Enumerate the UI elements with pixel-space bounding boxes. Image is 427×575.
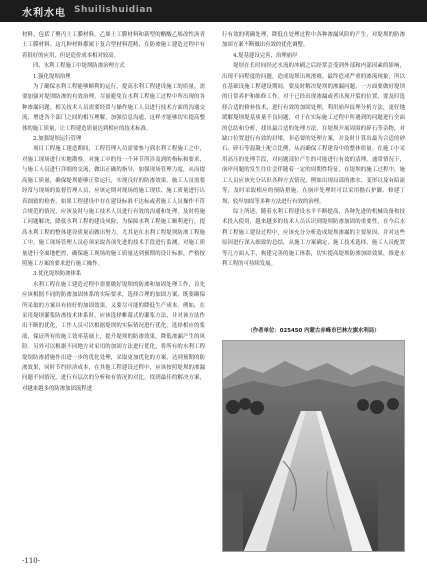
author-affiliation: （作者单位：025450 内蒙古赤峰市巴林左旗水利局） (247, 328, 380, 334)
paragraph: 为了确保水利工程能够顺利的运行，提高水利工程建设施工的质量，需要加强对堤坝防渗的有效治理，尽量避免在水利工程施工过程中所出现的各种渗漏问题。相关技术人员需要经常与操作施工人员进行技术方面的沟通交流，增进各个部门之间的相互理解，加强信息沟通，这样才能够切实提高整体的施工质量，让工程建造质量达到相应的技术标准。 (22, 84, 205, 132)
article-column-right (222, 30, 405, 269)
section-heading: 四、水利工程施工中堤坝防渗治理方式 (33, 63, 125, 70)
page-number: -110- (22, 557, 41, 565)
canal-photo-illustration (223, 341, 405, 552)
header-title: 水利水电 (22, 8, 66, 19)
paragraph: 项目工程施工建造期间，工程管理人员需要参与到水利工程施工之中，对施工现场进行实地勘察，对施工中的每一个环节所涉及到的指标和要求，与施工人员进行详细的交流，做出正确的指导，加强现场管理力度，从而提高施工质量，确保堤坝能够正常运行，实现良好的防渗效果。施工人员需要经常与现场的监督管理人员，应该定期对现场的施工现状、施工质量进行认真细致的检查，如果工程建设中存在建设标准不达标或者施工人员操作不符合规范的情况，应该及时与施工技术人员进行有效的沟通和处理，及时将施工问题解决，降低水利工程的建设风险，为保障水利工程施工顺利进行，提高水利工程的整体建设质量而做出努力。尤其是在水利工程堤坝防渗工程施工中，施工现场管理人员必须采取各项先进的技术手段进行监测，对施工质量进行全面地把控，确保施工现场的施工质量达到预期的设计标准，严格按照施工方案的要求进行施工操作。 (22, 146, 205, 267)
paragraph: 堤坝在长时间经过水流的冲刷之后经常会受到外部和内部因素的影响，出现不同程度的问题，造成堤坝出现滑坡、最终造成严重的渗流现象，所以在基础设施工程建设期间，要及时解决堤坝的渗漏问题，一方面要做好堤坝的日常养护和维修工作，对于已经出现渗漏或者出现开裂的位置，要及时选择合适的修补技术，进行有效的加固处理，利用崩岸纹理分析方法，更好地缓解堤坝堤基质量不良问题，对于在实际施工过程中所遇到的问题进行全面的总结和分析，找出最合适的处理方法，在堤坝开展周围的碎石等杂物，对缺口位置进行有效的封堵，非必要的处理方案，并及时计算出最为合适的砂石、碎石等混凝土配合比例，从而确保工程建设中的整体质量。在施工中采用高压的处理手段，对问题部位产生的可能进行有效的清理，通常情况下，崩岸问题的发生往往会伴随着一定的周期性特征，在堤坝的施工过程中，施工人员应该充分认识各种方式情况，例如出现局部的渗水、变形以及有暗流等，及时采取相应的预防措施，在崩岸处理时可以采用抛石护脚、修建丁坝、驳岸加固等多种方法进行有效的治理。 (222, 63, 405, 205)
header-band (0, 0, 427, 22)
paragraph: 水利工程在施工建造过程中需要做好堤坝的防渗和加固处理工作，首先应该根据不同的防渗加固体系的实际要求，选择合理的加固方案，既要确保所采取的方案具有较好的加固效果，又要尽可能的降低生产成本。例如，在采用堤坝灌浆防渗技术体系时，应该选择帷幕式的灌浆方法，并对该方法作出不断的优化，工作人员可以根据堤坝的实际情况进行优化，选择相应的浆液，保证所有的施工效率基础上，提升堤坝的防渗效果，降低渗漏产生的风险。另外可以根据不同地方对采用的加固方法进行优化，将所有的水利工程堤坝防渗措施作出进一步的优化处理，采取更加优化的方案，达到预期的防渗效果，同时节约经济成本，在其他工程建设过程中，应该按照堤坝的渗漏问题不同情况，进行有层次的分析和有情况的对比，找到最佳的解决方案，对越来越多的防渗加固流程进 (22, 281, 205, 392)
paragraph: 综上所述，随着水利工程建设水平不断提高，各种先进的机械设备和技术投入使用，越来越多的技术人员认识到堤坝防渗加固的重要性，在今后水利工程施工建设过程中，应该充分分析造成堤坝渗漏的主要原因，并对这些原因进行深入细致的总结，从施工方案确定、施工技术选择、施工人员配置等几方面入手，构建完善的施工体系，切实提高堤坝防渗加固效果，推进水利工程的可持续发展。 (222, 208, 405, 267)
paragraph: 材料，包括了聚丙土工膜材料，乙烯土工膜材料和新型的醋酸乙烯改性沥青土工膜材料。这几种材料都属于复合型材料范畴，在防渗施工建造过程中有着很好的应用，但是造价成本相对较高。 (22, 32, 205, 59)
paragraph: 行有效的明确处理，降低在处理过程中各种渗漏风险的产生，对堤坝的防渗加固方案不断做出有效的优化调整。 (222, 32, 405, 49)
header-romanization: Shuilishuidian (74, 5, 153, 15)
section-heading: 2.加强堤坝运行管理 (33, 136, 82, 143)
canal-photo (222, 340, 405, 552)
article-column-left (22, 30, 205, 394)
section-heading: 3.优化堤坝防渗体系 (33, 271, 82, 278)
section-heading: 1.强化堤坝治理 (33, 73, 71, 80)
section-heading: 4.堤基建设完善，治理崩岸 (233, 52, 298, 59)
